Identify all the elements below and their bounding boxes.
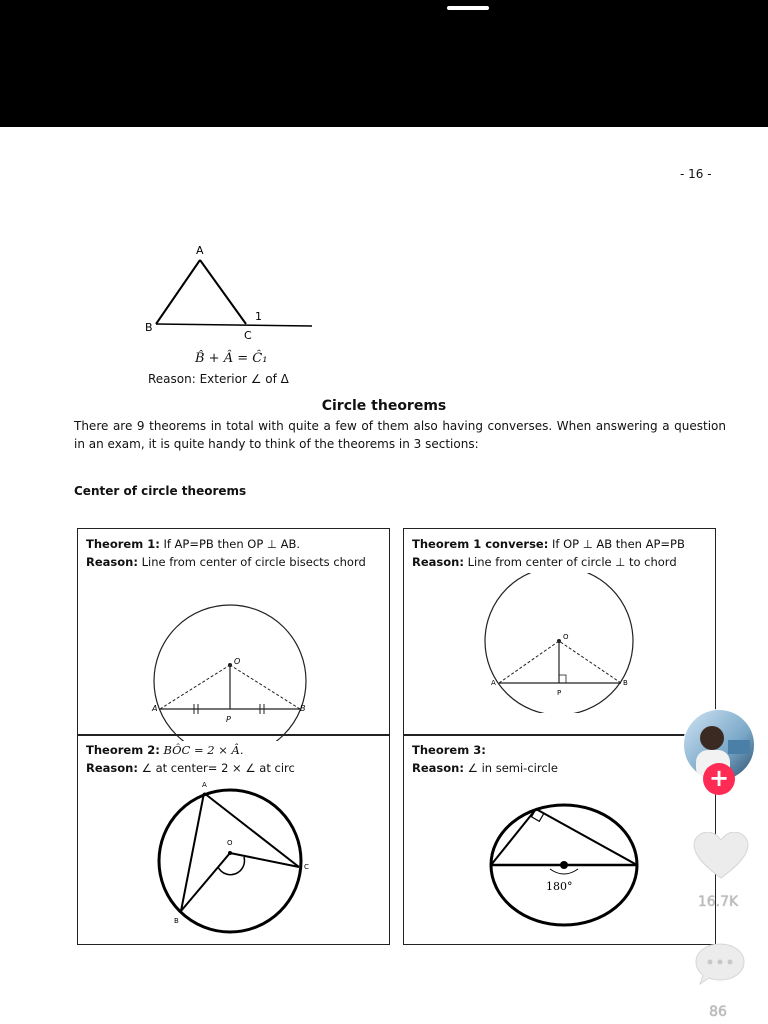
vertex-b-label: B (145, 321, 153, 334)
theorem-3-title: Theorem 3: (412, 743, 486, 757)
theorem-3-reason-label: Reason: (412, 761, 464, 775)
page-title: Circle theorems (321, 398, 447, 414)
follow-button[interactable]: + (703, 763, 735, 795)
document-page (0, 127, 768, 1024)
heart-icon[interactable] (692, 832, 750, 882)
theorem-2-reason: ∠ at center= 2 × ∠ at circ (141, 761, 295, 775)
theorem-1-box (77, 528, 390, 736)
vertex-a-label: A (196, 244, 204, 257)
like-count: 16.7K (697, 894, 739, 910)
theorem-1-reason-label: Reason: (86, 555, 138, 569)
theorem-1-reason: Line from center of circle bisects chord (141, 555, 366, 569)
vertex-c-label: C (244, 329, 252, 342)
theorem-1-converse-reason: Line from center of circle ⊥ to chord (467, 555, 677, 569)
theorem-3-text (412, 741, 712, 777)
theorem-2-text (86, 741, 386, 777)
theorem-2-title: Theorem 2: (86, 743, 160, 757)
theorem-1-converse-reason-label: Reason: (412, 555, 464, 569)
t1c-label-a: A (491, 679, 496, 687)
t3-angle-label: 180° (546, 880, 573, 893)
theorem-1-converse-statement: If OP ⊥ AB then AP=PB (551, 537, 685, 551)
theorem-1-text (86, 535, 381, 571)
top-black-bar (0, 0, 768, 127)
t2-label-b: B (174, 917, 179, 925)
t1c-label-p: P (557, 689, 562, 697)
theorem-2-reason-label: Reason: (86, 761, 138, 775)
exterior-angle-equation: B̂ + Â = Ĉ₁ (195, 351, 268, 366)
theorem-3-box (403, 734, 716, 945)
theorem-2-box (77, 734, 390, 945)
exterior-angle-reason: Reason: Exterior ∠ of Δ (148, 372, 289, 386)
theorem-1-statement: If AP=PB then OP ⊥ AB. (163, 537, 301, 551)
theorem-2-diagram (144, 775, 314, 935)
t1-label-a: A (152, 704, 158, 713)
theorem-1-converse-text (412, 535, 712, 571)
theorem-1-converse-box (403, 528, 716, 736)
intro-paragraph: There are 9 theorems in total with quite a few of them also having converses. When answering a question in an exam, it is quite handy to think of the theorems in 3 sections: (74, 419, 726, 451)
t1c-label-b: B (623, 679, 628, 687)
theorem-1-converse-diagram (479, 573, 639, 713)
comment-count: 86 (709, 1004, 727, 1020)
theorem-1-title: Theorem 1: (86, 537, 160, 551)
triangle-figure (140, 242, 320, 352)
home-indicator[interactable] (447, 6, 489, 10)
t2-label-a: A (202, 781, 207, 789)
page-number: - 16 - (680, 167, 712, 181)
theorem-3-reason: ∠ in semi-circle (467, 761, 558, 775)
t1-label-p: P (226, 715, 231, 724)
t2-label-c: C (304, 863, 309, 871)
comment-icon[interactable] (694, 942, 746, 986)
t1-label-b: B (300, 704, 306, 713)
angle-1-label: 1 (255, 310, 262, 323)
section-heading: Center of circle theorems (74, 484, 247, 498)
theorem-1-converse-title: Theorem 1 converse: (412, 537, 549, 551)
t1c-label-o: O (563, 633, 569, 641)
theorem-1-diagram (148, 601, 308, 741)
theorem-2-statement: BÔC = 2 × Â. (163, 743, 244, 757)
t2-label-o: O (227, 839, 233, 847)
t1-label-o: O (234, 657, 241, 666)
theorem-3-diagram (484, 787, 644, 927)
